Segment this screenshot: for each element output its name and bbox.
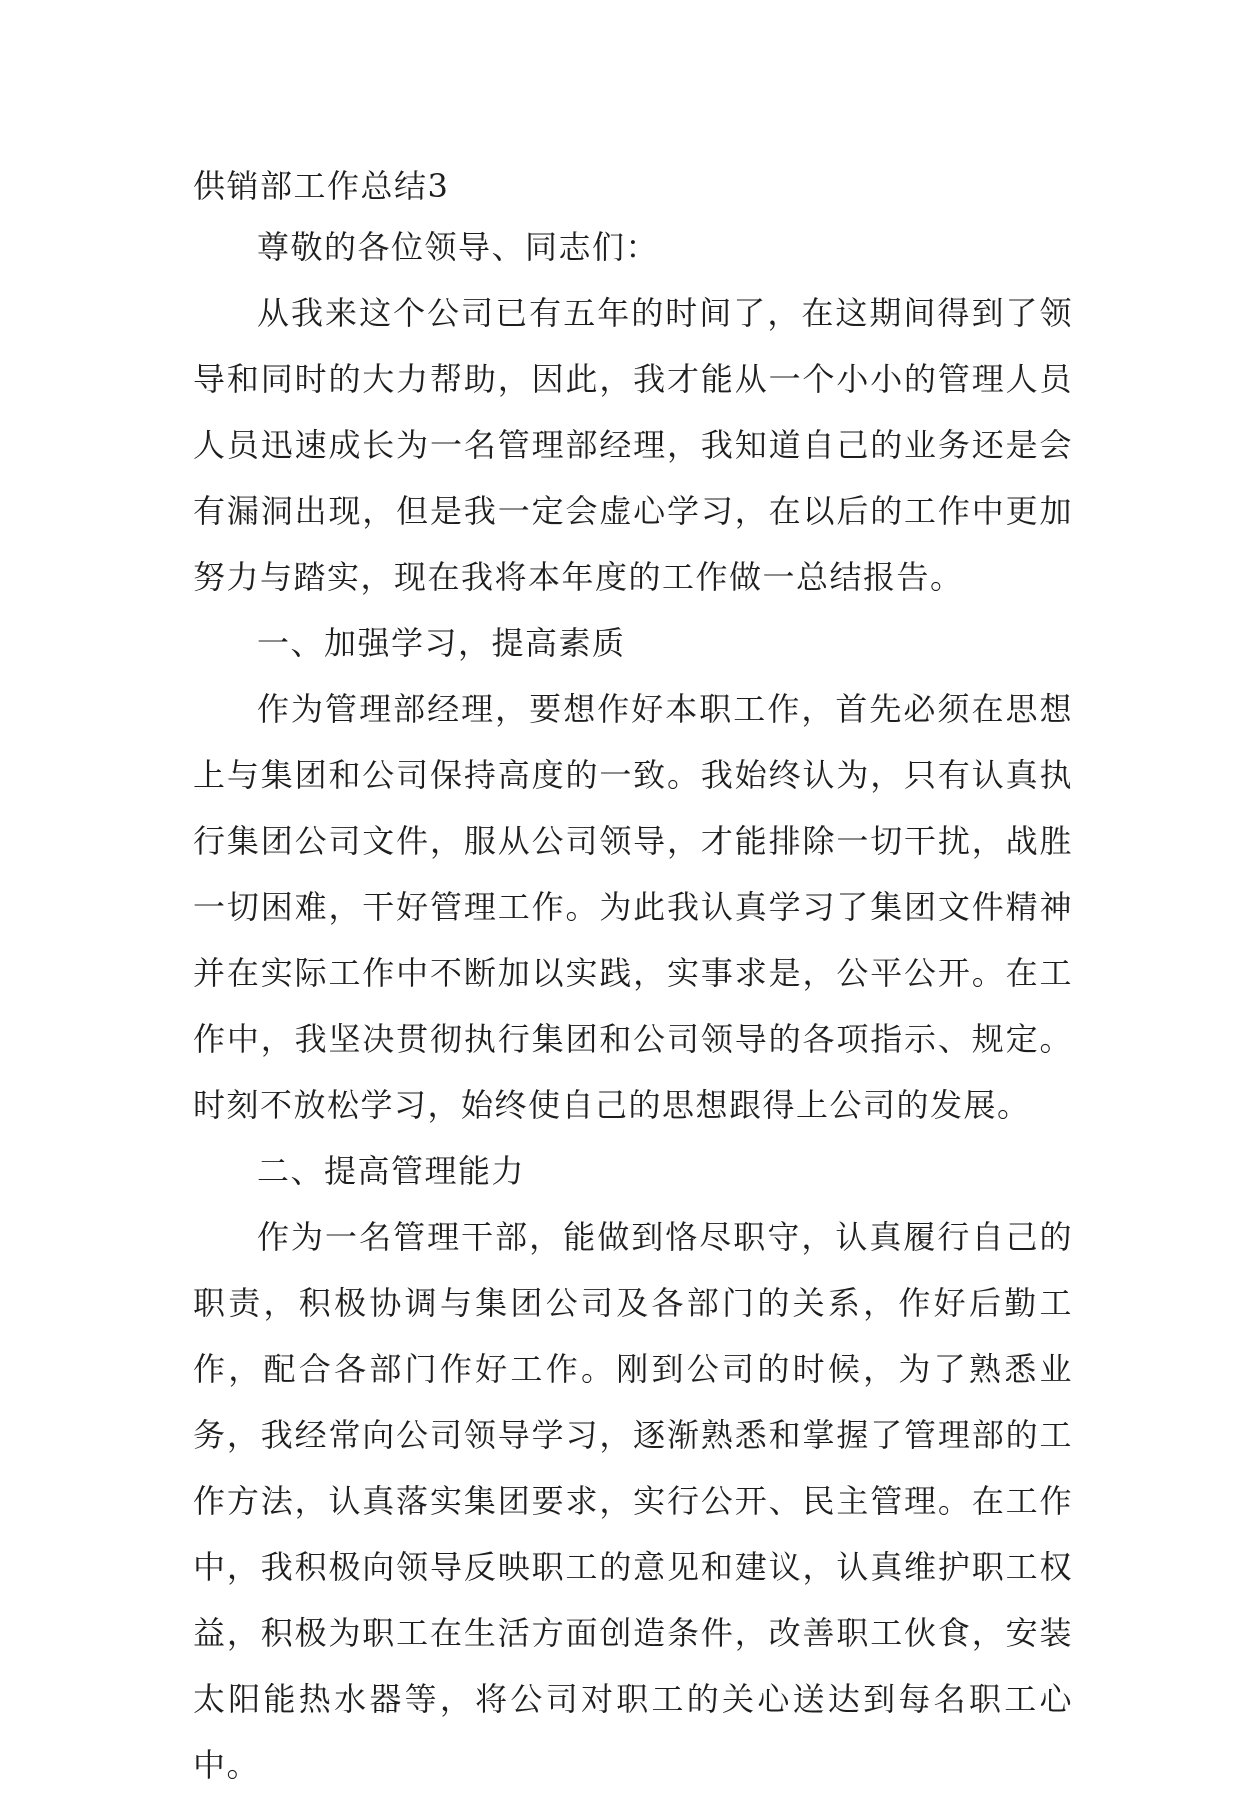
paragraph-section-2: 作为一名管理干部，能做到恪尽职守，认真履行自己的职责，积极协调与集团公司及各部门的关系，作好后勤工作，配合各部门作好工作。刚到公司的时候，为了熟悉业务，我经常向公司领导学习，逐渐熟悉和掌握了管理部的工作方法，认真落实集团要求，实行公开、民主管理。在工作中，我积极向领导反映职工的意见和建议，认真维护职工权益，积极为职工在生活方面创造条件，改善职工伙食，安装太阳能热水器等，将公司对职工的关心送达到每名职工心中。: [193, 1218, 1073, 1784]
section-heading-1: 一、加强学习，提高素质: [257, 624, 626, 662]
paragraph-section-1: 作为管理部经理，要想作好本职工作，首先必须在思想上与集团和公司保持高度的一致。我始终认为，只有认真执行集团公司文件，服从公司领导，才能排除一切干扰，战胜一切困难，干好管理工作。为此我认真学习了集团文件精神并在实际工作中不断加以实践，实事求是，公平公开。在工作中，我坚决贯彻执行集团和公司领导的各项指示、规定。时刻不放松学习，始终使自己的思想跟得上公司的发展。: [193, 690, 1073, 1124]
document-body: [193, 158, 1073, 1798]
section-heading-2: 二、提高管理能力: [257, 1152, 526, 1190]
document-title: 供销部工作总结3: [193, 167, 450, 205]
salutation: 尊敬的各位领导、同志们：: [257, 228, 660, 266]
paragraph-intro: 从我来这个公司已有五年的时间了，在这期间得到了领导和同时的大力帮助，因此，我才能从一个小小的管理人员人员迅速成长为一名管理部经理，我知道自己的业务还是会有漏洞出现，但是我一定会虚心学习，在以后的工作中更加努力与踏实，现在我将本年度的工作做一总结报告。: [193, 294, 1073, 596]
